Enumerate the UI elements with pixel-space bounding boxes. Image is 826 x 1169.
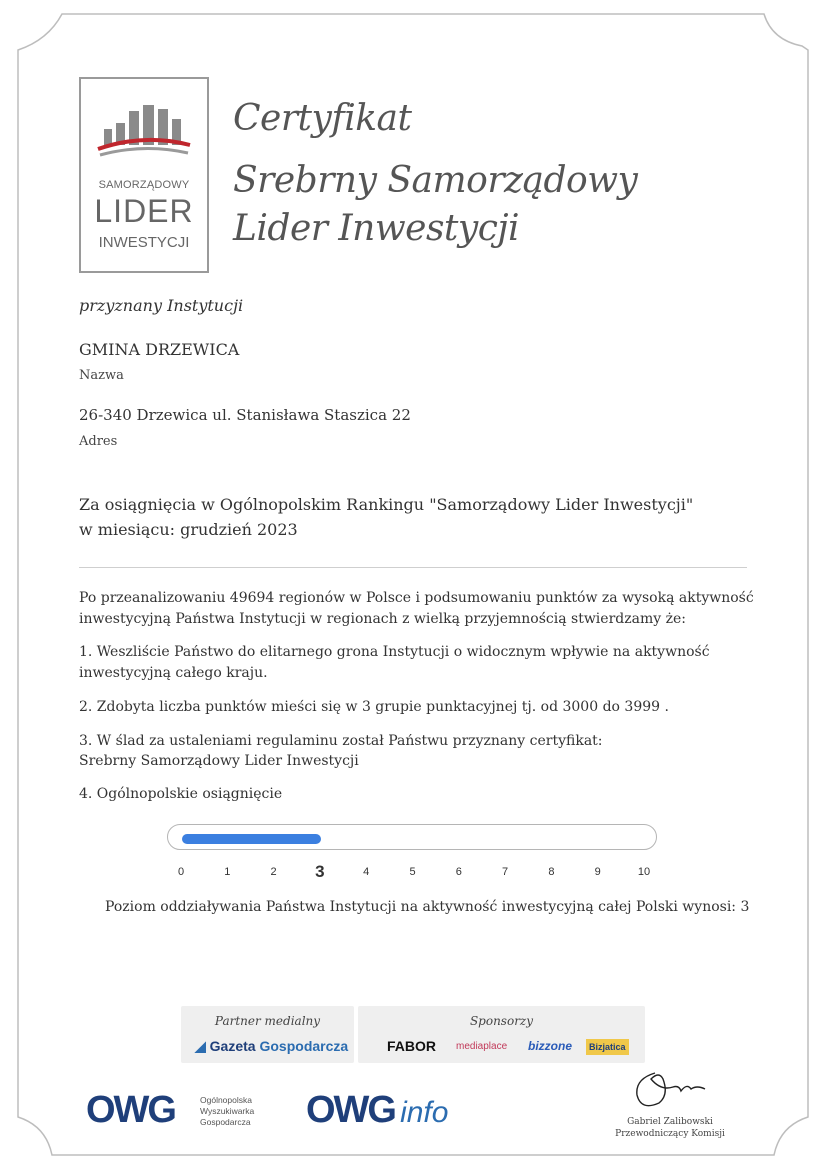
scale-tick-2: 2 <box>270 866 277 878</box>
owg-subtitle-line-3: Gospodarcza <box>200 1117 251 1127</box>
owg-logo <box>86 1090 175 1130</box>
logo-text-top: SAMORZĄDOWY <box>98 179 190 191</box>
buildings-icon <box>96 99 192 159</box>
scale-tick-5: 5 <box>409 866 416 878</box>
owg-info-wordmark: OWG <box>306 1089 395 1131</box>
sponsor-mediaplace-logo: mediaplace <box>456 1041 508 1052</box>
body-point-4: 4. Ogólnopolskie osiągnięcie <box>79 786 283 802</box>
signer-name: Gabriel Zalibowski <box>627 1117 713 1127</box>
signature-image <box>625 1065 715 1115</box>
certificate-title-line-3: Lider Inwestycji <box>233 208 520 249</box>
media-partner-panel <box>181 1006 354 1063</box>
institution-address-label: Adres <box>79 434 118 449</box>
scale-tick-4: 4 <box>363 866 370 878</box>
partner-name-2: Gospodarcza <box>259 1038 349 1054</box>
divider <box>79 567 747 568</box>
scale-tick-7: 7 <box>502 866 509 878</box>
certificate-title: Certyfikat <box>233 98 412 139</box>
body-point-2: 2. Zdobyta liczba punktów mieści się w 3 grupie punktacyjnej tj. od 3000 do 3999 . <box>79 699 669 715</box>
logo-text-middle: LIDER <box>94 193 194 229</box>
body-point-1-b: inwestycyjną całego kraju. <box>79 665 268 681</box>
institution-address: 26-340 Drzewica ul. Stanisława Staszica 22 <box>79 406 411 424</box>
body-point-1-a: 1. Weszliście Państwo do elitarnego grona Instytucji o widocznym wpływie na aktywność <box>79 644 710 660</box>
awarded-to-label: przyznany Instytucji <box>79 296 244 315</box>
logo-text-bottom: INWESTYCJI <box>98 234 190 251</box>
scale-tick-0: 0 <box>177 866 185 878</box>
achievement-line-2: w miesiącu: grudzień 2023 <box>79 520 298 539</box>
sponsors-title: Sponsorzy <box>469 1014 534 1028</box>
body-intro-2: inwestycyjną Państwa Instytucji w regionach z wielką przyjemnością stwierdzamy że: <box>79 611 686 627</box>
program-logo <box>79 77 209 273</box>
body-point-3-a: 3. W ślad za ustaleniami regulaminu został Państwu przyznany certyfikat: <box>79 733 603 749</box>
gazeta-icon: ◢ <box>195 1038 206 1054</box>
owg-info-suffix: info <box>400 1096 449 1129</box>
sponsor-fabor-logo: FABOR <box>387 1038 436 1054</box>
scale-tick-6: 6 <box>455 866 462 878</box>
owg-wordmark: OWG <box>86 1089 175 1131</box>
owg-subtitle-line-1: Ogólnopolska <box>200 1095 252 1105</box>
impact-level-bar <box>167 824 657 850</box>
sponsors-panel <box>358 1006 645 1063</box>
gazeta-gospodarcza-logo <box>195 1038 348 1055</box>
partner-name-1: Gazeta <box>209 1038 256 1054</box>
impact-level-fill <box>182 834 321 844</box>
certificate-title-line-2: Srebrny Samorządowy <box>233 160 638 201</box>
owg-info-logo <box>306 1090 448 1130</box>
signer-role: Przewodniczący Komisji <box>615 1129 725 1139</box>
impact-summary: Poziom oddziaływania Państwa Instytucji na aktywność inwestycyjną całej Polski wynosi: 3 <box>105 899 750 915</box>
institution-name: GMINA DRZEWICA <box>79 340 240 359</box>
owg-subtitle-line-2: Wyszukiwarka <box>200 1106 255 1116</box>
scale-tick-3: 3 <box>315 862 325 881</box>
scale-tick-9: 9 <box>594 866 601 878</box>
sponsor-bizzone-logo: bizzone <box>528 1039 572 1053</box>
achievement-line-1: Za osiągnięcia w Ogólnopolskim Rankingu "Samorządowy Lider Inwestycji" <box>79 495 694 514</box>
body-intro-1: Po przeanalizowaniu 49694 regionów w Polsce i podsumowaniu punktów za wysoką aktywność <box>79 590 754 606</box>
scale-tick-1: 1 <box>224 866 231 878</box>
institution-name-label: Nazwa <box>79 368 124 383</box>
scale-tick-10: 10 <box>637 866 651 878</box>
media-partner-title: Partner medialny <box>214 1014 321 1028</box>
owg-subtitle <box>200 1095 254 1128</box>
body-point-3-b: Srebrny Samorządowy Lider Inwestycji <box>79 753 359 769</box>
sponsor-bizjatica-logo: Bizjatica <box>586 1039 629 1055</box>
scale-tick-8: 8 <box>548 866 555 878</box>
